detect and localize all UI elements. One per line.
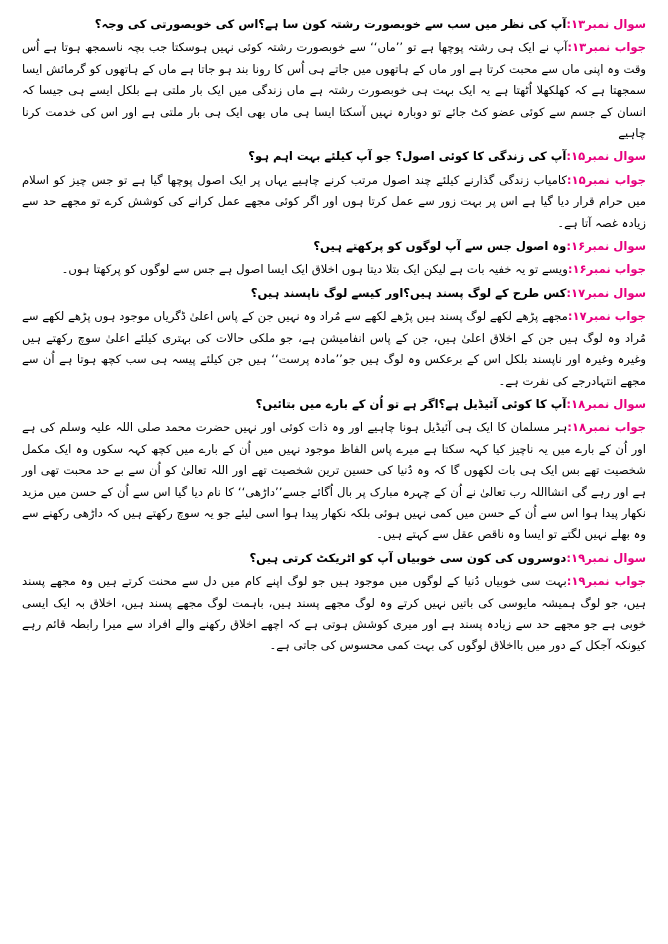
question-text: وہ اصول جس سے آپ لوگوں کو پرکھتے ہیں؟ bbox=[313, 239, 567, 254]
question-18 bbox=[22, 394, 646, 415]
answer-text: آپ نے ایک ہی رشتہ پوچھا ہے تو ’’ماں‘‘ سے خوبصورت رشتہ کوئی نہیں ہوسکتا جب بچہ ناسمجھ ہوتا ہے اُس وقت وہ اپنی ماں سے محبت کرتا ہے اور ماں کے ہاتھوں میں جاتے ہی اُس کا رونا بند ہو جاتا ہے ماں کے ہاتھوں کو گرمائش ایسا سمجھتا ہے کہ کھلکھلا اُٹھتا ہے یہ ایک بہت ہی خوبصورت رشتہ ہے ماں زندگی میں ایک بار ملتی ہے بلکل ایسے ہی جیسا کہ انسان کے جسم سے کوئی عضو کٹ جائے تو دوبارہ نہیں آسکتا ایسا ہی ماں بھی ایک ہی بار ملتی ہے اور اس کی خدمت کرنا چاہیے bbox=[22, 40, 646, 141]
answer-label: جواب نمبر۱۵: bbox=[566, 172, 646, 187]
answer-label: جواب نمبر۱۷: bbox=[567, 309, 647, 324]
question-label: سوال نمبر۱۸: bbox=[566, 396, 646, 411]
question-label: سوال نمبر۱۷: bbox=[566, 285, 646, 300]
question-label: سوال نمبر۱۵: bbox=[566, 149, 646, 164]
question-label: سوال نمبر۱۹: bbox=[566, 550, 646, 565]
question-text: کس طرح کے لوگ پسند ہیں؟اور کیسے لوگ ناپسند ہیں؟ bbox=[250, 285, 567, 300]
question-text: دوسروں کی کون سی خوبیاں آپ کو اٹریکٹ کرتی ہیں؟ bbox=[249, 550, 567, 565]
question-13 bbox=[22, 14, 646, 35]
document-page bbox=[22, 14, 646, 659]
answer-15 bbox=[22, 170, 646, 234]
answer-18 bbox=[22, 417, 646, 545]
question-17 bbox=[22, 283, 646, 304]
question-label: سوال نمبر۱۳: bbox=[566, 17, 646, 31]
question-label: سوال نمبر۱۶: bbox=[566, 239, 646, 254]
question-19 bbox=[22, 548, 646, 569]
answer-label: جواب نمبر۱۶: bbox=[567, 262, 646, 277]
question-text: آپ کی زندگی کا کوئی اصول؟ جو آپ کیلئے بہت اہم ہو؟ bbox=[248, 149, 567, 164]
answer-text: ہر مسلمان کا ایک ہی آئیڈیل ہونا چاہیے اور وہ ذات کوئی اور نہیں حضرت محمد صلی اللہ علیہ وسلم کی ہے اور اُن کے بارے میں یہ ناچیز کیا کہہ سکتا ہے میرے پاس الفاظ موجود نہیں میں اُن کے بارے میں کچھ کہہ سکوں وہ ایک مکمل شخصیت تھے بس ایک ہی بات لکھوں گا کہ وہ دُنیا کی حسین ترین شخصیت تھے اور اللہ تعالیٰ کو اُن سے بے حد محبت تھی اور ہے اور رہے گی انشااللہ رب تعالیٰ نے اُن کے چہرہ مبارک پر بال اُگائے جسے’’داڑھی‘‘ کا نام دیا گیا اس سے اُن کے حسن میں مزید نکھار پیدا ہوا اس سے اُن کے حسن میں کمی نہیں ہوئی بلکہ نکھار پیدا ہوا اسی لیئے جو یہ سوچ رکھتے ہیں کہ داڑھی رکھنے سے وہ بھلے نہیں لگتے تو ایسا وہ ناقص عقل سے کہتے ہیں۔ bbox=[22, 420, 646, 542]
question-15 bbox=[22, 146, 646, 167]
question-text: آپ کی نظر میں سب سے خوبصورت رشتہ کون سا ہے؟اس کی خوبصورتی کی وجہ؟ bbox=[94, 17, 567, 31]
answer-16 bbox=[22, 259, 646, 280]
answer-label: جواب نمبر۱۳: bbox=[567, 40, 647, 55]
question-16 bbox=[22, 236, 646, 257]
question-text: آپ کا کوئی آئیڈیل ہے؟اگر ہے تو اُن کے بارے میں بتائیں؟ bbox=[255, 396, 567, 411]
answer-text: بہت سی خوبیاں دُنیا کے لوگوں میں موجود ہیں جو لوگ اپنے کام میں دل سے محنت کرتے ہیں وہ مجھے پسند ہیں، جو لوگ ہمیشہ مایوسی کی باتیں نہیں کرتے وہ لوگ مجھے پسند ہیں، باہمت لوگ مجھے پسند ہیں، اخلاق بہ ایک ایسی خوبی ہے جو مجھے حد سے زیادہ پسند ہے اور میری کوشش ہوتی ہے کہ اچھے اخلاق رکھنے والے افراد سے میرا رابطہ قائم رہے کیونکہ آجکل کے دور میں بااخلاق لوگوں کی بہت کمی محسوس کی جاتی ہے۔ bbox=[22, 574, 646, 653]
answer-text: ویسے تو یہ خفیہ بات ہے لیکن ایک بتلا دیتا ہوں اخلاق ایک ایسا اصول ہے جس سے لوگوں کو پرکھتا ہوں۔ bbox=[61, 262, 568, 277]
answer-17 bbox=[22, 306, 646, 392]
answer-label: جواب نمبر۱۹: bbox=[566, 574, 646, 589]
answer-19 bbox=[22, 571, 646, 657]
answer-13 bbox=[22, 37, 646, 144]
answer-label: جواب نمبر۱۸: bbox=[567, 420, 646, 435]
answer-text: کامیاب زندگی گذارنے کیلئے چند اصول مرتب کرنے چاہیے یہاں پر ایک اصول پوچھا گیا ہے تو جس چیز کو اسلام میں حرام قرار دیا گیا ہے اس پر بہت زور سے عمل کرتا ہوں اور اگر کوئی مجھے عمل کرانے کی کوشش کرے تو مجھے حد سے زیادہ غصہ آتا ہے۔ bbox=[22, 172, 646, 230]
answer-text: مجھے پڑھے لکھے لوگ پسند ہیں پڑھے لکھے سے مُراد وہ نہیں جن کے پاس اعلیٰ ڈگریاں موجود ہوں پڑھے لکھے سے مُراد وہ لوگ ہیں جن کے اخلاق اعلیٰ ہیں، جن کے پاس انفامیشن ہے، جو ملکی حالات کی بہتری کیلئے اعلیٰ سوچ رکھتے ہیں وغیرہ وغیرہ اور ناپسند بلکل اس کے برعکس وہ لوگ ہیں جو’’مادہ پرست‘‘ ہیں جن کیلئے پیسہ ہی سب کچھ ہوتا ہے اُن سے مجھے انتہادرجے کی نفرت ہے۔ bbox=[22, 309, 646, 388]
